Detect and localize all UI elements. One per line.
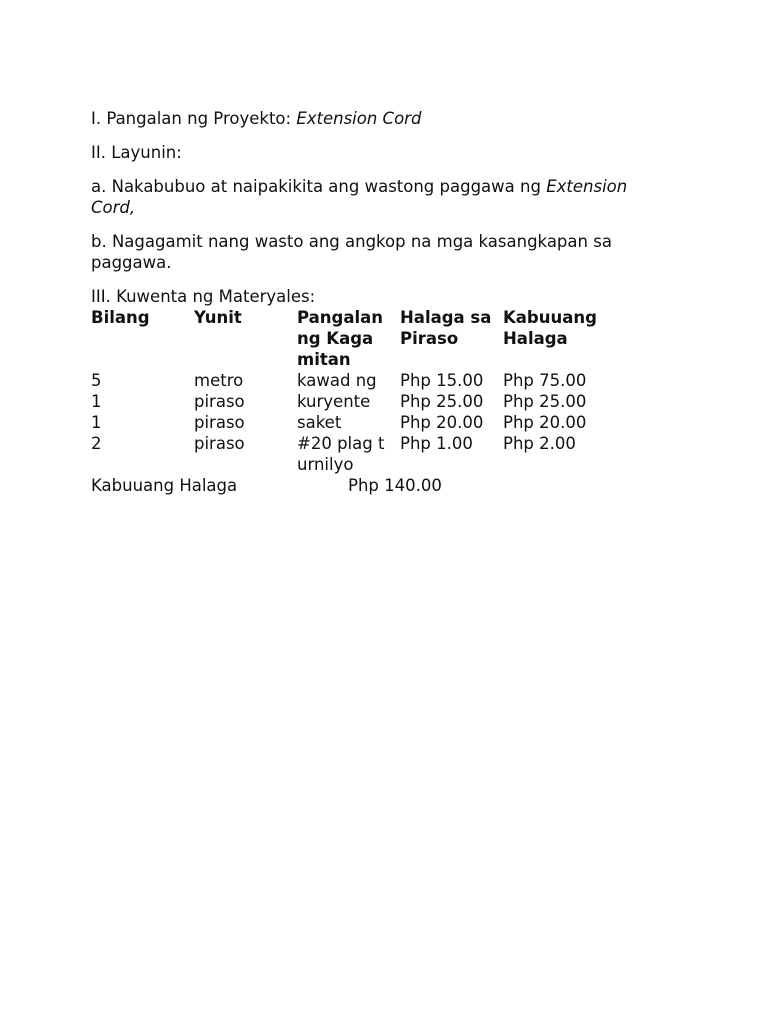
table-header-row xyxy=(91,307,691,370)
objective-a-text: a. Nakabubuo at naipakikita ang wastong paggawa ng xyxy=(91,177,547,196)
objective-b: b. Nagagamit nang wasto ang angkop na mga kasangkapan sa paggawa. xyxy=(91,232,612,272)
column-header-pangalan: Pangalan ng Kagamitan xyxy=(297,308,384,369)
table-row xyxy=(91,391,691,412)
column-header-yunit: Yunit xyxy=(194,308,242,327)
column-header-bilang: Bilang xyxy=(91,308,150,327)
cell-bilang: 1 xyxy=(91,413,102,432)
cell-pangalan: kawad ng xyxy=(297,371,377,390)
total-label: Kabuuang Halaga xyxy=(91,476,238,495)
document-page xyxy=(91,108,691,496)
cell-halaga: Php 15.00 xyxy=(400,371,484,390)
cell-bilang: 5 xyxy=(91,371,102,390)
cell-halaga: Php 20.00 xyxy=(400,413,484,432)
cell-kabuuan: Php 25.00 xyxy=(503,392,587,411)
cell-halaga: Php 1.00 xyxy=(400,434,473,453)
objective-a-italic: Extension Cord, xyxy=(91,177,628,217)
cell-pangalan: #20 plag turnilyo xyxy=(297,434,385,474)
project-label: I. Pangalan ng Proyekto: xyxy=(91,109,297,128)
project-name: Extension Cord xyxy=(296,109,422,128)
cell-yunit: piraso xyxy=(194,434,245,453)
cell-kabuuan: Php 75.00 xyxy=(503,371,587,390)
cell-yunit: metro xyxy=(194,371,244,390)
column-header-halaga: Halaga sa Piraso xyxy=(400,308,492,348)
table-row xyxy=(91,370,691,391)
cell-yunit: piraso xyxy=(194,413,245,432)
table-row xyxy=(91,412,691,433)
project-name-line xyxy=(91,108,691,129)
objectives-heading: II. Layunin: xyxy=(91,143,182,162)
cell-kabuuan: Php 2.00 xyxy=(503,434,576,453)
cell-pangalan: kuryente xyxy=(297,392,371,411)
total-row xyxy=(91,475,691,496)
objective-a xyxy=(91,176,671,218)
cell-kabuuan: Php 20.00 xyxy=(503,413,587,432)
cell-pangalan: saket xyxy=(297,413,342,432)
cell-bilang: 2 xyxy=(91,434,102,453)
materials-heading: III. Kuwenta ng Materyales: xyxy=(91,287,316,306)
total-value: Php 140.00 xyxy=(348,476,442,495)
cell-halaga: Php 25.00 xyxy=(400,392,484,411)
cell-bilang: 1 xyxy=(91,392,102,411)
column-header-kabuuan: Kabuuang Halaga xyxy=(503,308,597,348)
cell-yunit: piraso xyxy=(194,392,245,411)
materials-table xyxy=(91,307,691,496)
table-row xyxy=(91,433,691,475)
